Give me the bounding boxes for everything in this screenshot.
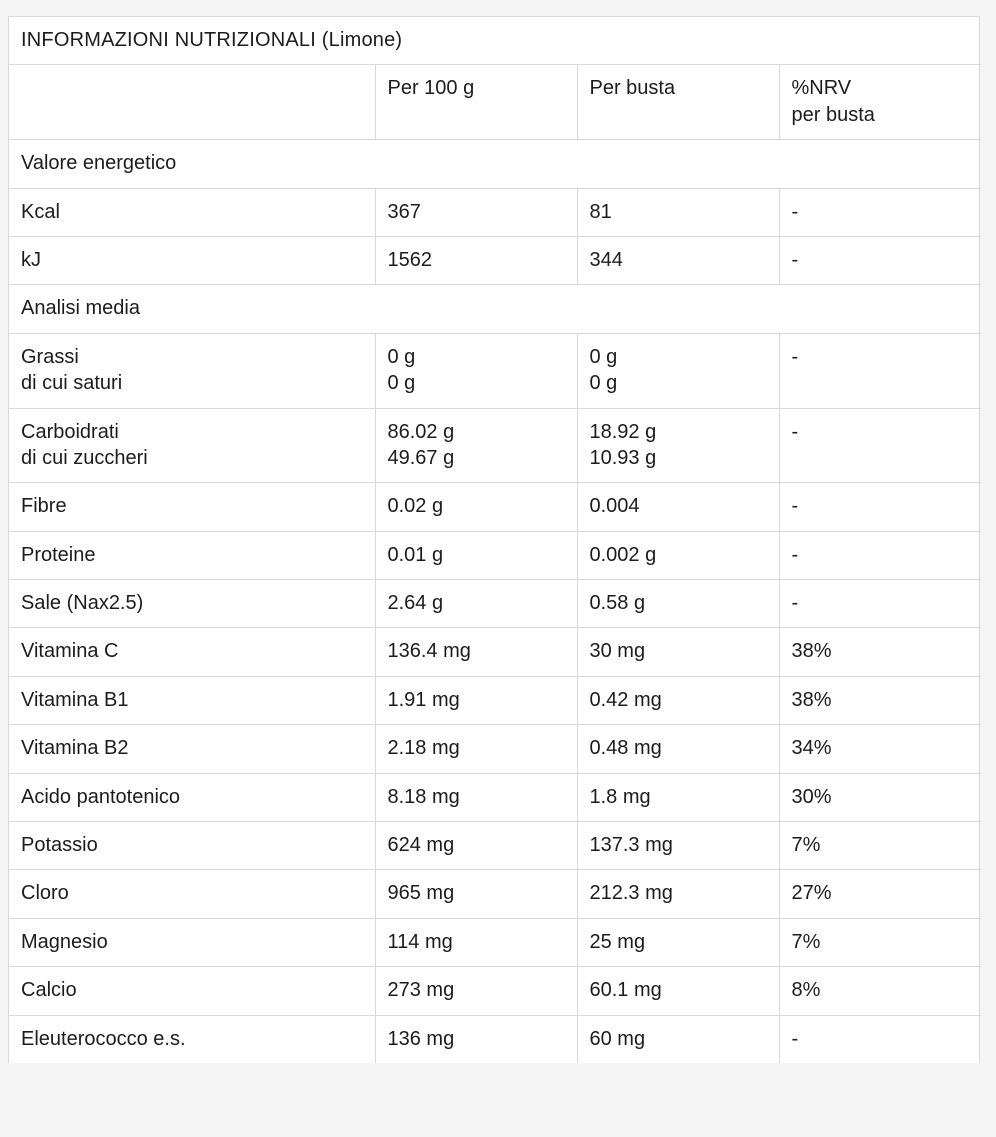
page-title: INFORMAZIONI NUTRIZIONALI (Limone)	[21, 29, 403, 51]
table-row	[9, 918, 981, 966]
row-label: Kcal	[9, 188, 375, 236]
row-label	[9, 333, 375, 408]
row-label: Eleuterococco e.s.	[9, 1015, 375, 1063]
row-per-100g: 114 mg	[375, 918, 577, 966]
row-label: Magnesio	[9, 918, 375, 966]
row-nrv: -	[779, 333, 981, 408]
row-per-100g-main: 0 g	[387, 345, 416, 368]
row-per-100g: 1.91 mg	[375, 676, 577, 724]
row-per-busta: 0.42 mg	[577, 676, 779, 724]
row-label: Vitamina B2	[9, 725, 375, 773]
table-row-title	[9, 17, 981, 65]
row-per-100g: 367	[375, 188, 577, 236]
row-nrv: 8%	[779, 967, 981, 1015]
row-per-busta: 25 mg	[577, 918, 779, 966]
row-label: Sale (Nax2.5)	[9, 580, 375, 628]
column-header-per-busta: Per busta	[577, 65, 779, 140]
column-header-per-100g: Per 100 g	[375, 65, 577, 140]
table-row	[9, 725, 981, 773]
row-per-100g-sub: 0 g	[387, 372, 416, 395]
section-label-analisi-media: Analisi media	[9, 285, 981, 333]
table-row	[9, 628, 981, 676]
row-per-busta	[577, 333, 779, 408]
row-label: Fibre	[9, 483, 375, 531]
table-row	[9, 333, 981, 408]
row-per-100g: 273 mg	[375, 967, 577, 1015]
row-per-busta-sub: 0 g	[589, 372, 618, 395]
row-label: Potassio	[9, 822, 375, 870]
table-row	[9, 580, 981, 628]
table-row	[9, 1015, 981, 1063]
row-per-100g: 0.02 g	[375, 483, 577, 531]
row-per-busta: 1.8 mg	[577, 773, 779, 821]
row-per-100g: 0.01 g	[375, 531, 577, 579]
row-per-busta: 212.3 mg	[577, 870, 779, 918]
row-per-100g: 2.18 mg	[375, 725, 577, 773]
row-label-main: Grassi	[21, 345, 79, 368]
row-nrv: -	[779, 531, 981, 579]
row-per-busta	[577, 408, 779, 483]
row-per-busta: 344	[577, 236, 779, 284]
row-per-busta: 137.3 mg	[577, 822, 779, 870]
row-per-busta: 30 mg	[577, 628, 779, 676]
row-label-sub: di cui saturi	[21, 372, 123, 395]
row-per-busta: 0.48 mg	[577, 725, 779, 773]
row-per-busta: 60.1 mg	[577, 967, 779, 1015]
row-label	[9, 408, 375, 483]
row-label: kJ	[9, 236, 375, 284]
row-label: Calcio	[9, 967, 375, 1015]
row-per-busta: 60 mg	[577, 1015, 779, 1063]
row-per-busta: 0.004	[577, 483, 779, 531]
row-per-busta-main: 18.92 g	[589, 420, 657, 443]
table-row	[9, 408, 981, 483]
table-row	[9, 870, 981, 918]
table-row	[9, 483, 981, 531]
row-per-busta-main: 0 g	[589, 345, 618, 368]
row-nrv: 7%	[779, 822, 981, 870]
row-label: Acido pantotenico	[9, 773, 375, 821]
row-per-100g	[375, 408, 577, 483]
row-per-100g: 8.18 mg	[375, 773, 577, 821]
table-row	[9, 236, 981, 284]
table-row	[9, 531, 981, 579]
row-per-busta: 81	[577, 188, 779, 236]
row-per-100g-sub: 49.67 g	[387, 446, 455, 469]
row-nrv: -	[779, 408, 981, 483]
table-header-row	[9, 65, 981, 140]
table-section-row	[9, 140, 981, 188]
table-section-row	[9, 285, 981, 333]
row-nrv: -	[779, 1015, 981, 1063]
row-per-100g: 1562	[375, 236, 577, 284]
column-header-nrv-line2: per busta	[791, 103, 875, 126]
row-per-busta-sub: 10.93 g	[589, 446, 657, 469]
row-label: Cloro	[9, 870, 375, 918]
row-nrv: -	[779, 236, 981, 284]
row-label: Vitamina B1	[9, 676, 375, 724]
row-nrv: 30%	[779, 773, 981, 821]
row-per-busta: 0.58 g	[577, 580, 779, 628]
row-nrv: 7%	[779, 918, 981, 966]
row-nrv: 38%	[779, 628, 981, 676]
row-label-sub: di cui zuccheri	[21, 446, 148, 469]
row-per-100g: 965 mg	[375, 870, 577, 918]
row-nrv: -	[779, 483, 981, 531]
column-header-nrv-line1: %NRV	[791, 77, 852, 100]
row-nrv: 38%	[779, 676, 981, 724]
nutrition-table	[9, 17, 981, 1063]
row-label-main: Carboidrati	[21, 420, 119, 443]
row-nrv: -	[779, 580, 981, 628]
table-row	[9, 822, 981, 870]
row-per-busta: 0.002 g	[577, 531, 779, 579]
row-label: Vitamina C	[9, 628, 375, 676]
row-per-100g: 136 mg	[375, 1015, 577, 1063]
table-row	[9, 967, 981, 1015]
row-label: Proteine	[9, 531, 375, 579]
row-nrv: -	[779, 188, 981, 236]
column-header-nrv	[779, 65, 981, 140]
nutrition-table-container	[8, 16, 980, 1063]
row-per-100g-main: 86.02 g	[387, 420, 455, 443]
row-per-100g	[375, 333, 577, 408]
section-label-valore-energetico: Valore energetico	[9, 140, 981, 188]
row-nrv: 34%	[779, 725, 981, 773]
row-per-100g: 136.4 mg	[375, 628, 577, 676]
row-per-100g: 624 mg	[375, 822, 577, 870]
row-per-100g: 2.64 g	[375, 580, 577, 628]
table-row	[9, 676, 981, 724]
table-row	[9, 188, 981, 236]
column-header-nutrient	[9, 65, 375, 140]
row-nrv: 27%	[779, 870, 981, 918]
table-row	[9, 773, 981, 821]
